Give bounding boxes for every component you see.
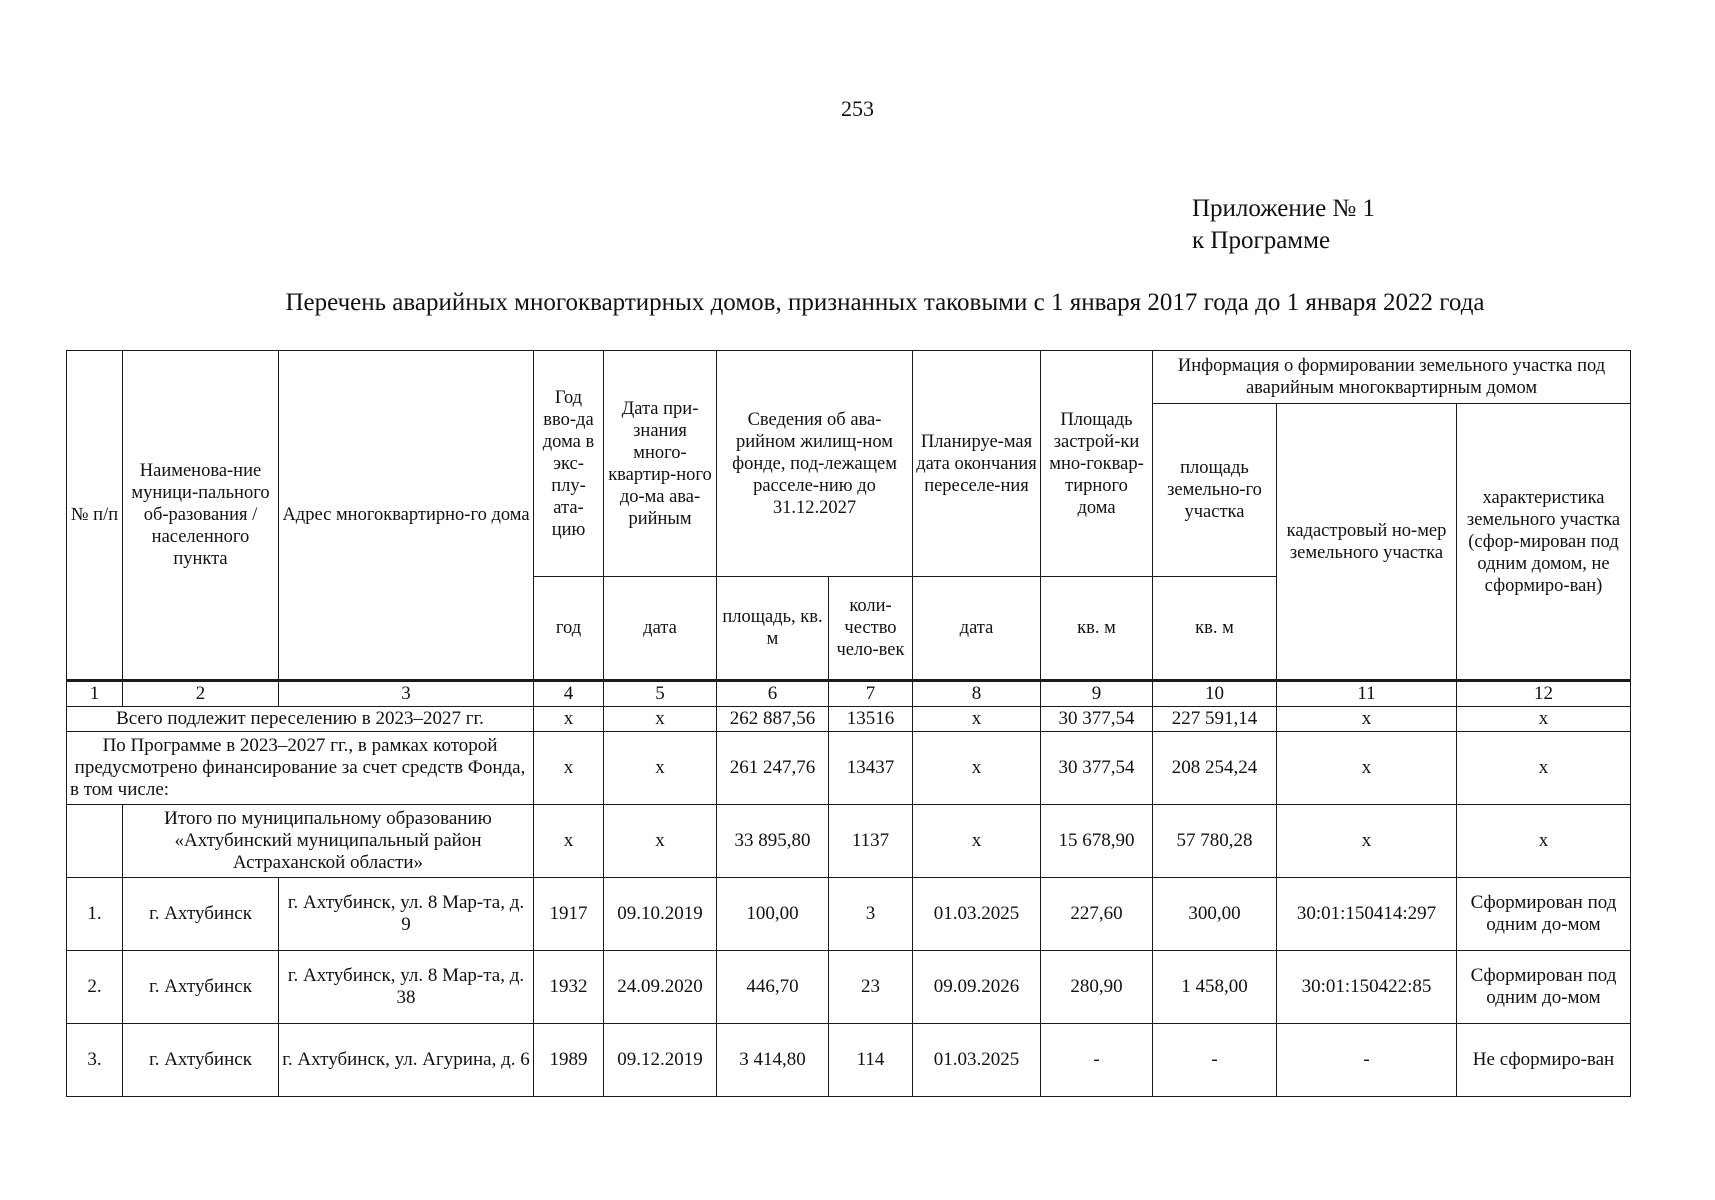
- cell: х: [534, 732, 604, 805]
- row-municipality: г. Ахтубинск: [123, 1024, 279, 1097]
- row-date: 24.09.2020: [604, 951, 717, 1024]
- cell: 261 247,76: [717, 732, 829, 805]
- appendix-note: [1192, 193, 1375, 257]
- table-row: [67, 1024, 1631, 1097]
- row-area: 100,00: [717, 878, 829, 951]
- unit-area: площадь, кв. м: [717, 577, 829, 681]
- column-number: 10: [1153, 681, 1277, 707]
- row-people: 3: [829, 878, 913, 951]
- column-number: 4: [534, 681, 604, 707]
- row-land-char: Не сформиро-ван: [1457, 1024, 1631, 1097]
- column-number: 12: [1457, 681, 1631, 707]
- header-cadastral: кадастровый но-мер земельного участка: [1277, 404, 1457, 681]
- total-label: Всего подлежит переселению в 2023–2027 гг.: [67, 707, 534, 732]
- row-people: 114: [829, 1024, 913, 1097]
- header-municipality: Наименова-ние муници-пального об-разования / населенного пункта: [123, 351, 279, 681]
- row-area: 3 414,80: [717, 1024, 829, 1097]
- cell: 30 377,54: [1041, 707, 1153, 732]
- row-year: 1932: [534, 951, 604, 1024]
- emergency-housing-table: [66, 350, 1631, 1097]
- unit-people: коли-чество чело-век: [829, 577, 913, 681]
- column-number: 2: [123, 681, 279, 707]
- cell: х: [604, 732, 717, 805]
- cell: 208 254,24: [1153, 732, 1277, 805]
- total-row-program: [67, 732, 1631, 805]
- header-num: № п/п: [67, 351, 123, 681]
- cell: 262 887,56: [717, 707, 829, 732]
- table-row: [67, 878, 1631, 951]
- header-address: Адрес многоквартирно-го дома: [279, 351, 534, 681]
- row-built: 280,90: [1041, 951, 1153, 1024]
- row-land-area: 1 458,00: [1153, 951, 1277, 1024]
- row-address: г. Ахтубинск, ул. 8 Мар-та, д. 38: [279, 951, 534, 1024]
- cell: х: [604, 805, 717, 878]
- row-planned: 09.09.2026: [913, 951, 1041, 1024]
- row-cadastral: 30:01:150422:85: [1277, 951, 1457, 1024]
- cell: х: [604, 707, 717, 732]
- cell: 30 377,54: [1041, 732, 1153, 805]
- row-municipality: г. Ахтубинск: [123, 951, 279, 1024]
- row-people: 23: [829, 951, 913, 1024]
- row-date: 09.10.2019: [604, 878, 717, 951]
- unit-sqm-2: кв. м: [1153, 577, 1277, 681]
- row-municipality: г. Ахтубинск: [123, 878, 279, 951]
- header-built-area: Площадь застрой-ки мно-гоквар-тирного дома: [1041, 351, 1153, 577]
- row-land-area: 300,00: [1153, 878, 1277, 951]
- unit-year: год: [534, 577, 604, 681]
- row-year: 1989: [534, 1024, 604, 1097]
- header-land-area: площадь земельно-го участка: [1153, 404, 1277, 577]
- cell: 1137: [829, 805, 913, 878]
- cell: 57 780,28: [1153, 805, 1277, 878]
- appendix-line-1: Приложение № 1: [1192, 195, 1376, 222]
- header-year: Год вво-да дома в экс-плу-ата-цию: [534, 351, 604, 577]
- header-planned-date: Планируе-мая дата окончания переселе-ния: [913, 351, 1041, 577]
- column-number: 7: [829, 681, 913, 707]
- cell: х: [913, 732, 1041, 805]
- cell: х: [534, 805, 604, 878]
- cell: х: [534, 707, 604, 732]
- cell: х: [1277, 732, 1457, 805]
- cell: х: [1277, 805, 1457, 878]
- column-number: 3: [279, 681, 534, 707]
- row-built: -: [1041, 1024, 1153, 1097]
- document-title: Перечень аварийных многоквартирных домов, признанных таковыми с 1 января 2017 года до 1 января 2022 года: [285, 289, 1485, 316]
- row-land-char: Сформирован под одним до-мом: [1457, 951, 1631, 1024]
- row-address: г. Ахтубинск, ул. Агурина, д. 6: [279, 1024, 534, 1097]
- column-number: 11: [1277, 681, 1457, 707]
- page-number: 253: [841, 96, 874, 121]
- row-year: 1917: [534, 878, 604, 951]
- row-planned: 01.03.2025: [913, 878, 1041, 951]
- row-date: 09.12.2019: [604, 1024, 717, 1097]
- unit-sqm: кв. м: [1041, 577, 1153, 681]
- cell: х: [1457, 805, 1631, 878]
- column-number: 6: [717, 681, 829, 707]
- row-land-char: Сформирован под одним до-мом: [1457, 878, 1631, 951]
- row-land-area: -: [1153, 1024, 1277, 1097]
- header-land-char: характеристика земельного участка (сфор-мирован под одним домом, не сформиро-ван): [1457, 404, 1631, 681]
- row-area: 446,70: [717, 951, 829, 1024]
- cell: 13516: [829, 707, 913, 732]
- header-fund-info: Сведения об ава-рийном жилищ-ном фонде, под-лежащем расселе-нию до 31.12.2027: [717, 351, 913, 577]
- table-row: [67, 951, 1631, 1024]
- cell: х: [913, 707, 1041, 732]
- unit-date: дата: [604, 577, 717, 681]
- row-number: 2.: [67, 951, 123, 1024]
- column-number: 8: [913, 681, 1041, 707]
- row-built: 227,60: [1041, 878, 1153, 951]
- appendix-line-2: к Программе: [1192, 227, 1331, 254]
- row-number: 3.: [67, 1024, 123, 1097]
- total-label: По Программе в 2023–2027 гг., в рамках которой предусмотрено финансирование за счет средств Фонда, в том числе:: [67, 732, 534, 805]
- row-number: 1.: [67, 878, 123, 951]
- total-row-all: [67, 707, 1631, 732]
- cell: х: [1277, 707, 1457, 732]
- column-number-row: [67, 681, 1631, 707]
- cell: 13437: [829, 732, 913, 805]
- total-row-municipality: [67, 805, 1631, 878]
- cell: х: [1457, 732, 1631, 805]
- row-cadastral: -: [1277, 1024, 1457, 1097]
- column-number: 9: [1041, 681, 1153, 707]
- column-number: 1: [67, 681, 123, 707]
- cell: 227 591,14: [1153, 707, 1277, 732]
- cell: х: [913, 805, 1041, 878]
- total-label: Итого по муниципальному образованию «Ахтубинский муниципальный район Астраханской области»: [123, 805, 534, 878]
- unit-date-2: дата: [913, 577, 1041, 681]
- row-address: г. Ахтубинск, ул. 8 Мар-та, д. 9: [279, 878, 534, 951]
- column-number: 5: [604, 681, 717, 707]
- cell: 33 895,80: [717, 805, 829, 878]
- empty-cell: [67, 805, 123, 878]
- cell: 15 678,90: [1041, 805, 1153, 878]
- cell: х: [1457, 707, 1631, 732]
- header-land-info: Информация о формировании земельного участка под аварийным многоквартирным домом: [1153, 351, 1631, 404]
- row-planned: 01.03.2025: [913, 1024, 1041, 1097]
- header-recognition-date: Дата при-знания много-квартир-ного до-ма ава-рийным: [604, 351, 717, 577]
- row-cadastral: 30:01:150414:297: [1277, 878, 1457, 951]
